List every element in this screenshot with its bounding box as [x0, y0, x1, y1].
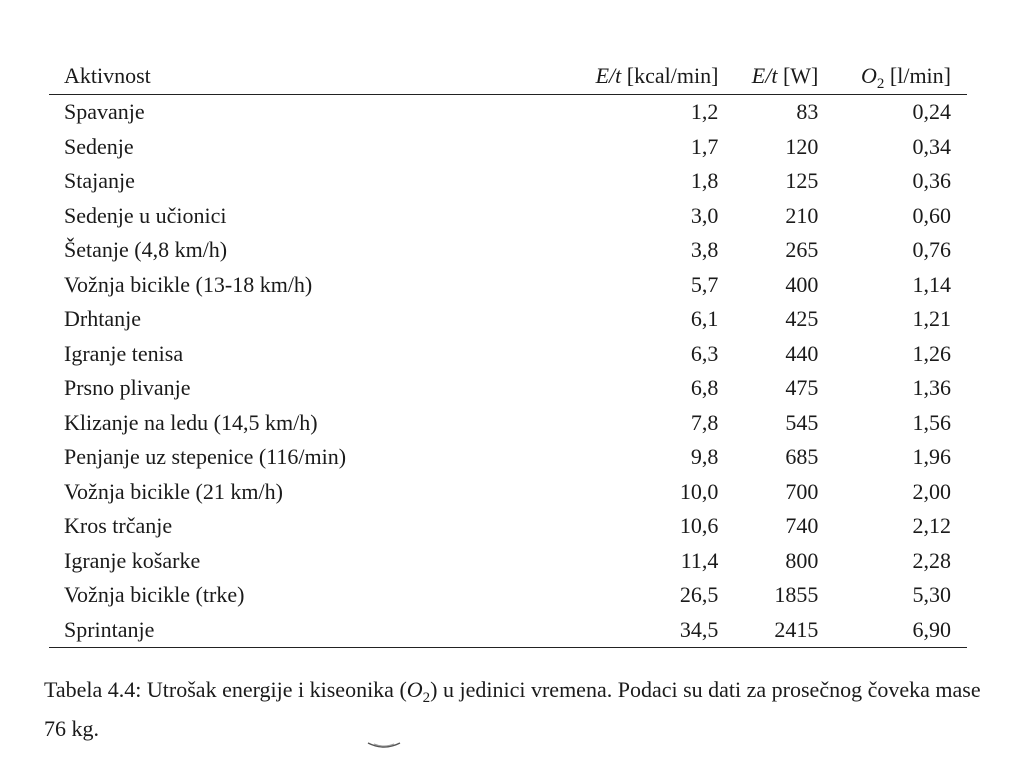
- cell-oxygen: 0,34: [912, 133, 951, 159]
- cell-energy-kcal: 7,8: [690, 409, 719, 435]
- cell-oxygen: 2,28: [912, 547, 951, 573]
- cell-oxygen: 5,30: [912, 582, 951, 608]
- table-row: [49, 578, 967, 613]
- cell-activity: Penjanje uz stepenice (116/min): [64, 444, 347, 470]
- cell-activity: Sprintanje: [49, 613, 590, 648]
- cell-oxygen: 1,56: [912, 409, 951, 435]
- cell-energy-w: 700: [785, 478, 819, 504]
- cell-energy-kcal: 10,0: [679, 478, 719, 504]
- cell-activity: Spavanje: [64, 99, 145, 125]
- header-oxygen-var: O: [861, 63, 877, 88]
- cell-oxygen: 0,24: [912, 99, 951, 125]
- cell-activity: Prsno plivanje: [64, 375, 191, 401]
- cell-activity: Igranje tenisa: [64, 340, 184, 366]
- cell-energy-kcal: 1,8: [690, 168, 719, 194]
- cell-energy-kcal: 1,2: [690, 99, 719, 125]
- cell-energy-w: 685: [785, 444, 819, 470]
- cell-energy-w: 475: [785, 375, 819, 401]
- cell-activity: Vožnja bicikle (trke): [64, 582, 245, 608]
- header-energy-w-var: E/t: [751, 63, 778, 88]
- caption-text-end: ) u jedinici vremena. Podaci su dati za prosečnog čoveka mase 76 kg.: [44, 677, 981, 741]
- table-header: [49, 58, 967, 95]
- table-row: [49, 95, 967, 130]
- table-row: [49, 302, 967, 337]
- cell-oxygen: 1,96: [912, 444, 951, 470]
- cell-energy-kcal: 6,3: [690, 340, 719, 366]
- cell-energy-kcal: 5,7: [690, 271, 719, 297]
- cell-activity: Šetanje (4,8 km/h): [64, 237, 228, 263]
- table-row: [49, 337, 967, 372]
- header-energy-kcal-unit: [kcal/min]: [626, 63, 719, 88]
- page-mark-icon: [366, 742, 402, 750]
- cell-oxygen: 1,21: [912, 306, 951, 332]
- cell-oxygen: 1,36: [912, 375, 951, 401]
- header-row: [49, 58, 967, 95]
- cell-energy-w: 740: [785, 513, 819, 539]
- cell-activity: Sedenje u učionici: [64, 202, 227, 228]
- cell-energy-kcal: 1,7: [690, 133, 719, 159]
- cell-activity: Sedenje: [64, 133, 134, 159]
- table-body: [49, 95, 967, 648]
- cell-energy-w: 210: [785, 202, 819, 228]
- header-oxygen-unit: [l/min]: [889, 63, 951, 88]
- energy-table: [49, 58, 967, 648]
- table-row: [49, 130, 967, 165]
- cell-activity: Drhtanje: [64, 306, 141, 332]
- caption-var: O: [406, 677, 423, 702]
- table-row: [49, 233, 967, 268]
- table-row: [49, 509, 967, 544]
- cell-activity: Kros trčanje: [64, 513, 173, 539]
- table-row: [49, 268, 967, 303]
- table-caption: [44, 672, 984, 746]
- header-oxygen: [834, 58, 967, 95]
- cell-energy-w: 400: [785, 271, 819, 297]
- cell-energy-kcal: 6,8: [690, 375, 719, 401]
- table-row: [49, 406, 967, 441]
- table-row: [49, 164, 967, 199]
- cell-energy-kcal: 26,5: [679, 582, 719, 608]
- cell-oxygen: 1,14: [912, 271, 951, 297]
- cell-energy-w: 2415: [734, 613, 834, 648]
- table-row: [49, 613, 967, 648]
- cell-energy-w: 125: [785, 168, 819, 194]
- cell-oxygen: 0,60: [912, 202, 951, 228]
- cell-activity: Igranje košarke: [64, 547, 201, 573]
- cell-energy-kcal: 3,0: [690, 202, 719, 228]
- cell-activity: Stajanje: [64, 168, 135, 194]
- cell-energy-kcal: 11,4: [680, 547, 719, 573]
- cell-energy-kcal: 6,1: [690, 306, 719, 332]
- cell-oxygen: 2,00: [912, 478, 951, 504]
- header-energy-w: [734, 58, 834, 95]
- cell-oxygen: 0,36: [912, 168, 951, 194]
- cell-energy-kcal: 9,8: [690, 444, 719, 470]
- cell-oxygen: 6,90: [834, 613, 967, 648]
- cell-energy-kcal: 10,6: [679, 513, 719, 539]
- cell-energy-w: 800: [785, 547, 819, 573]
- table-row: [49, 440, 967, 475]
- table-row: [49, 544, 967, 579]
- cell-energy-w: 120: [785, 133, 819, 159]
- cell-oxygen: 1,26: [912, 340, 951, 366]
- cell-activity: Vožnja bicikle (21 km/h): [64, 478, 283, 504]
- cell-oxygen: 2,12: [912, 513, 951, 539]
- cell-activity: Klizanje na ledu (14,5 km/h): [64, 409, 318, 435]
- table-row: [49, 475, 967, 510]
- cell-energy-w: 545: [785, 409, 819, 435]
- cell-energy-w: 1855: [774, 582, 819, 608]
- header-activity: Aktivnost: [49, 58, 590, 95]
- cell-energy-kcal: 3,8: [690, 237, 719, 263]
- table-row: [49, 371, 967, 406]
- cell-energy-w: 265: [785, 237, 819, 263]
- header-energy-w-unit: [W]: [782, 63, 819, 88]
- header-energy-kcal: [590, 58, 735, 95]
- cell-energy-w: 440: [785, 340, 819, 366]
- header-energy-kcal-var: E/t: [595, 63, 622, 88]
- cell-energy-w: 83: [796, 99, 819, 125]
- cell-energy-w: 425: [785, 306, 819, 332]
- cell-activity: Vožnja bicikle (13-18 km/h): [64, 271, 313, 297]
- header-oxygen-sub: 2: [876, 76, 885, 92]
- table-row: [49, 199, 967, 234]
- caption-sub: 2: [422, 690, 431, 706]
- cell-oxygen: 0,76: [912, 237, 951, 263]
- caption-text-start: Tabela 4.4: Utrošak energije i kiseonika (: [44, 677, 407, 702]
- cell-energy-kcal: 34,5: [590, 613, 735, 648]
